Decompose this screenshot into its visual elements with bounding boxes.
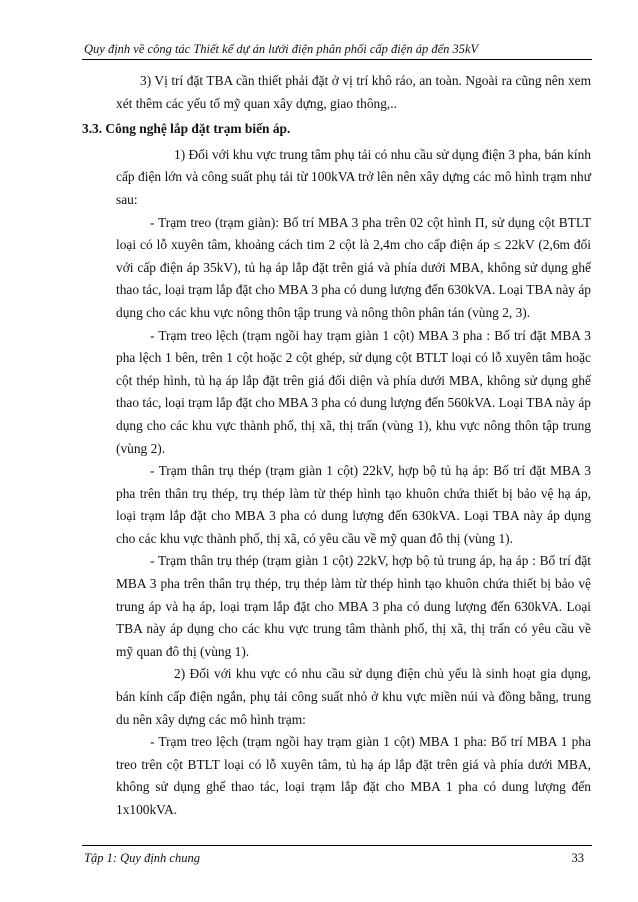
page-footer <box>82 845 592 872</box>
paragraph-5: - Trạm thân trụ thép (trạm giàn 1 cột) 22kV, hợp bộ tủ trung áp, hạ áp : Bố trí đặt MBA 3 pha trên thân trụ thép, trụ thép làm từ thép hình tạo khuôn chứa thiết bị bảo vệ trung áp và hạ áp, loại trạm lắp đặt cho MBA 3 pha có dung lượng đến 630kVA. Loại TBA này áp dụng cho các khu vực trung tâm thành phố, thị xã, thị trấn có yêu cầu về mỹ quan đô thị (vùng 1). <box>116 553 591 659</box>
page-header <box>82 38 592 60</box>
intro-paragraph: 3) Vị trí đặt TBA cần thiết phải đặt ở vị trí khô ráo, an toàn. Ngoài ra cũng nên xem xét thêm các yếu tố mỹ quan xây dựng, giao thông,.. <box>116 73 591 111</box>
paragraph-7: - Trạm treo lệch (trạm ngồi hay trạm giàn 1 cột) MBA 1 pha: Bố trí MBA 1 pha treo trên cột BTLT loại có lỗ xuyên tâm, tủ hạ áp lắp đặt trên giá và phía dưới MBA, không sử dụng ghế thao tác, loại trạm lắp đặt cho MBA 1 pha có dung lượng đến 1x100kVA. <box>116 734 591 817</box>
footer-volume-title: Tập 1: Quy định chung <box>84 851 200 865</box>
header-title: Quy định về công tác Thiết kế dự án lưới điện phân phối cấp điện áp đến 35kV <box>84 42 479 56</box>
page-number: 33 <box>571 851 584 865</box>
page-body <box>82 70 591 822</box>
paragraph-1: 1) Đối với khu vực trung tâm phụ tải có nhu cầu sử dụng điện 3 pha, bán kính cấp điện lớn và công suất phụ tải từ 100kVA trở lên nên xây dựng các mô hình trạm như sau: <box>116 146 591 207</box>
paragraph-3: - Trạm treo lệch (trạm ngồi hay trạm giàn 1 cột) MBA 3 pha : Bố trí đặt MBA 3 pha lệch 1 bên, trên 1 cột hoặc 2 cột ghép, sử dụng cột BTLT loại có lỗ xuyên tâm hoặc cột thép hình, tủ hạ áp lắp đặt trên giá đối diện và phía dưới MBA, không sử dụng ghế thao tác, loại trạm lắp đặt cho MBA 3 pha có dung lượng đến 560kVA. Loại TBA này áp dụng cho các khu vực thành phố, thị xã, thị trấn (vùng 1), khu vực nông thôn tập trung (vùng 2). <box>116 327 591 456</box>
paragraph-4: - Trạm thân trụ thép (trạm giàn 1 cột) 22kV, hợp bộ tủ hạ áp: Bố trí đặt MBA 3 pha trên thân trụ thép, trụ thép làm từ thép hình tạo khuôn chứa thiết bị bảo vệ hạ áp, loại trạm lắp đặt cho MBA 3 pha có dung lượng đến 630kVA. Loại TBA này áp dụng cho các khu vực thành phố, thị xã, có yêu cầu về mỹ quan đô thị (vùng 1). <box>116 463 591 546</box>
paragraph-2: - Trạm treo (trạm giàn): Bố trí MBA 3 pha trên 02 cột hình Π, sử dụng cột BTLT loại có lỗ xuyên tâm, khoảng cách tim 2 cột là 2,4m cho cấp điện áp ≤ 22kV (2,6m đối với cấp điện áp 35kV), tủ hạ áp lắp đặt trên giá và phía dưới MBA, không sử dụng ghế thao tác, loại trạm lắp đặt cho MBA 3 pha có dung lượng đến 630kVA. Loại TBA này áp dụng cho các khu vực nông thôn tập trung và nông thôn phân tán (vùng 2, 3). <box>116 214 591 320</box>
paragraph-6: 2) Đối với khu vực có nhu cầu sử dụng điện chủ yếu là sinh hoạt gia dụng, bán kính cấp điện ngắn, phụ tải công suất nhỏ ở khu vực miền núi và đồng bằng, trung du nên xây dựng các mô hình trạm: <box>116 666 591 727</box>
section-heading: 3.3. Công nghệ lắp đặt trạm biến áp. <box>82 121 291 137</box>
